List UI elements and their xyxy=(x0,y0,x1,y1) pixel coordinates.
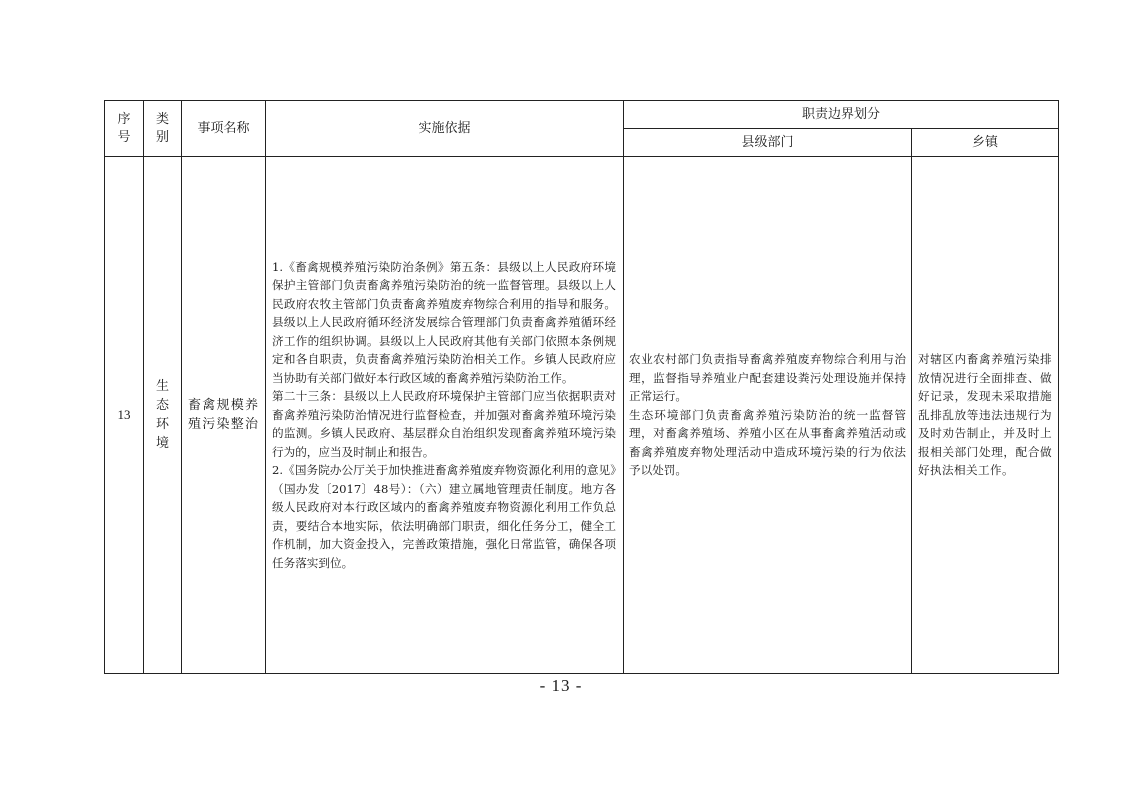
header-basis: 实施依据 xyxy=(266,101,624,157)
header-county-dept: 县级部门 xyxy=(624,129,912,157)
row-seq: 13 xyxy=(105,157,144,674)
duty-boundary-table xyxy=(104,100,1059,674)
row-town: 对辖区内畜禽养殖污染排放情况进行全面排查、做好记录，发现未采取措施乱排乱放等违法违规行为及时劝告制止，并及时上报相关部门处理，配合做好执法相关工作。 xyxy=(912,157,1059,674)
row-category: 生态环境 xyxy=(144,157,182,674)
header-division: 职责边界划分 xyxy=(624,101,1059,129)
basis-paragraph: 2.《国务院办公厅关于加快推进畜禽养殖废弃物资源化利用的意见》（国办发〔2017〕48号）：（六）建立属地管理责任制度。地方各级人民政府对本行政区域内的畜禽养殖废弃物资源化利用工作负总责，要结合本地实际，依法明确部门职责，细化任务分工，健全工作机制，加大资金投入，完善政策措施，强化日常监管，确保各项任务落实到位。 xyxy=(272,463,616,570)
basis-paragraph: 第二十三条：县级以上人民政府环境保护主管部门应当依据职责对畜禽养殖污染防治情况进行监督检查，并加强对畜禽养殖环境污染的监测。乡镇人民政府、基层群众自治组织发现畜禽养殖环境污染行为的，应当及时制止和报告。 xyxy=(272,389,616,459)
header-item-name: 事项名称 xyxy=(182,101,266,157)
county-paragraph: 农业农村部门负责指导畜禽养殖废弃物综合利用与治理，监督指导养殖业户配套建设粪污处理设施并保持正常运行。 xyxy=(629,352,906,404)
row-county-dept xyxy=(624,157,912,674)
header-seq: 序号 xyxy=(105,101,144,157)
basis-paragraph: 1.《畜禽规模养殖污染防治条例》第五条：县级以上人民政府环境保护主管部门负责畜禽养殖污染防治的统一监督管理。县级以上人民政府农牧主管部门负责畜禽养殖废弃物综合利用的指导和服务。县级以上人民政府循环经济发展综合管理部门负责畜禽养殖循环经济工作的组织协调。县级以上人民政府其他有关部门依照本条例规定和各自职责，负责畜禽养殖污染防治相关工作。乡镇人民政府应当协助有关部门做好本行政区域的畜禽养殖污染防治工作。 xyxy=(272,259,616,385)
page-number: - 13 - xyxy=(539,676,583,695)
county-paragraph: 生态环境部门负责畜禽养殖污染防治的统一监督管理，对畜禽养殖场、养殖小区在从事畜禽养殖活动或畜禽养殖废弃物处理活动中造成环境污染的行为依法予以处罚。 xyxy=(629,407,906,478)
table-row xyxy=(105,157,1059,674)
header-category: 类别 xyxy=(144,101,182,157)
header-town: 乡镇 xyxy=(912,129,1059,157)
row-item-name: 畜禽规模养殖污染整治 xyxy=(182,157,266,674)
row-basis xyxy=(266,157,624,674)
